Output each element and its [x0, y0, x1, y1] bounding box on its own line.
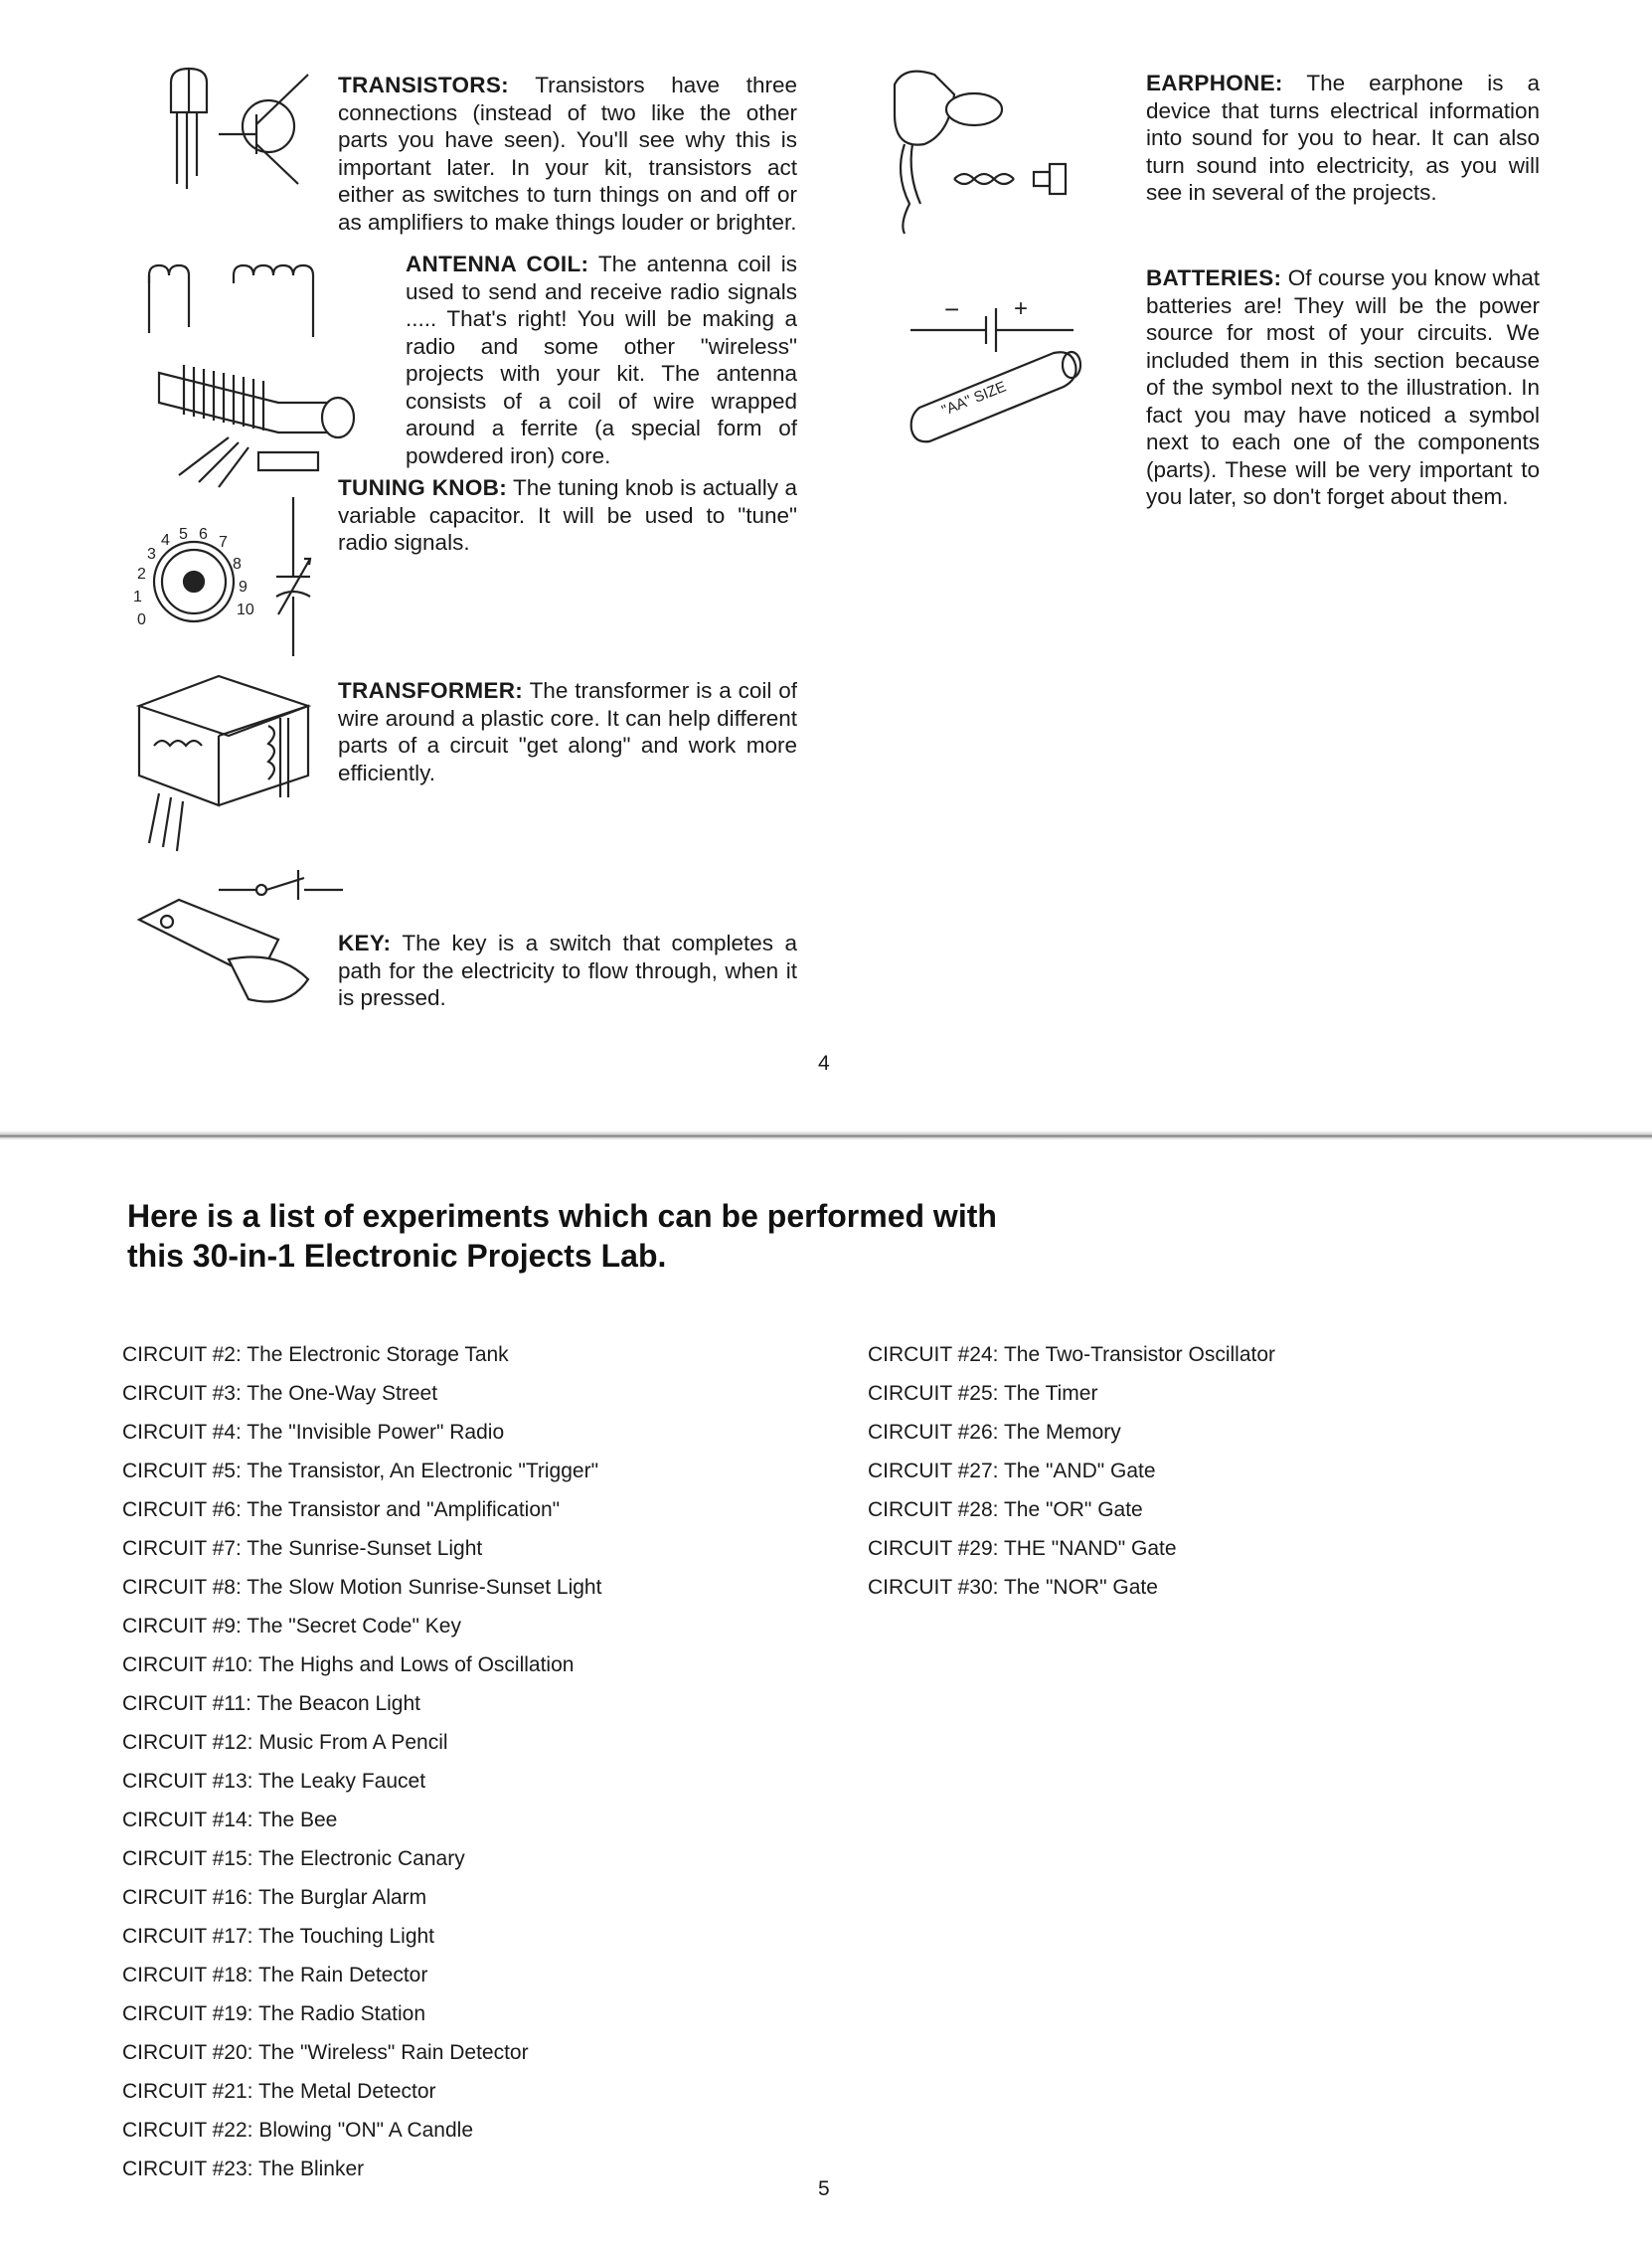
list-item: CIRCUIT #26: The Memory — [868, 1421, 1121, 1444]
antenna-coil-term: ANTENNA COIL: — [406, 252, 589, 276]
dial-number-6: 6 — [199, 526, 208, 543]
dial-number-5: 5 — [179, 526, 188, 543]
list-item: CIRCUIT #4: The "Invisible Power" Radio — [122, 1421, 505, 1444]
dial-number-4: 4 — [161, 532, 170, 549]
list-item: CIRCUIT #25: The Timer — [868, 1382, 1098, 1405]
list-item: CIRCUIT #21: The Metal Detector — [122, 2080, 436, 2103]
battery-illustration-icon — [905, 288, 1103, 437]
tuning-knob-paragraph — [338, 474, 797, 557]
earphone-description: The earphone is a device that turns electrical information into sound for you to hear. It can also turn sound into electricity, as you will see in several of the projects. — [1146, 71, 1540, 205]
key-term: KEY: — [338, 931, 392, 955]
transistor-illustration-icon — [159, 65, 328, 194]
transformer-term: TRANSFORMER: — [338, 678, 524, 703]
dial-number-7: 7 — [219, 534, 228, 551]
list-item: CIRCUIT #10: The Highs and Lows of Oscillation — [122, 1653, 575, 1676]
list-item: CIRCUIT #7: The Sunrise-Sunset Light — [122, 1537, 483, 1560]
antenna-coil-paragraph — [406, 251, 797, 469]
page-number-bottom: 5 — [818, 2177, 830, 2200]
page-divider — [0, 1130, 1652, 1140]
heading-line-1: Here is a list of experiments which can be performed with — [127, 1198, 997, 1234]
transistors-term: TRANSISTORS: — [338, 73, 509, 97]
list-item: CIRCUIT #14: The Bee — [122, 1809, 338, 1831]
list-item: CIRCUIT #6: The Transistor and "Amplification" — [122, 1498, 561, 1521]
dial-number-3: 3 — [147, 546, 156, 563]
list-item: CIRCUIT #9: The "Secret Code" Key — [122, 1615, 461, 1638]
antenna-coil-illustration-icon — [139, 254, 368, 472]
list-item: CIRCUIT #3: The One-Way Street — [122, 1382, 438, 1405]
transistors-paragraph — [338, 72, 797, 236]
dial-number-10: 10 — [237, 602, 254, 618]
list-item: CIRCUIT #5: The Transistor, An Electronic "Trigger" — [122, 1460, 599, 1482]
batteries-description: Of course you know what batteries are! They will be the power source for most of your circuits. We included them in this section because of the symbol next to the illustration. In fact you may have noticed a symbol next to each one of the components (parts). These will be very important to you later, so don't forget about them. — [1146, 265, 1540, 509]
list-item: CIRCUIT #15: The Electronic Canary — [122, 1847, 465, 1870]
tuning-knob-term: TUNING KNOB: — [338, 475, 507, 500]
battery-minus-symbol: − — [944, 294, 960, 324]
list-item: CIRCUIT #30: The "NOR" Gate — [868, 1576, 1158, 1599]
dial-number-9: 9 — [239, 579, 248, 596]
batteries-term: BATTERIES: — [1146, 265, 1282, 290]
batteries-paragraph — [1146, 264, 1540, 511]
transformer-illustration-icon — [129, 676, 328, 855]
list-item: CIRCUIT #18: The Rain Detector — [122, 1964, 428, 1986]
list-item: CIRCUIT #23: The Blinker — [122, 2158, 365, 2180]
tuning-knob-illustration-icon — [129, 497, 328, 656]
list-item: CIRCUIT #20: The "Wireless" Rain Detector — [122, 2041, 529, 2064]
earphone-paragraph — [1146, 70, 1540, 207]
dial-number-1: 1 — [133, 589, 142, 605]
list-item: CIRCUIT #12: Music From A Pencil — [122, 1731, 448, 1754]
heading-line-2: this 30-in-1 Electronic Projects Lab. — [127, 1238, 667, 1274]
dial-number-8: 8 — [233, 556, 242, 573]
list-item: CIRCUIT #22: Blowing "ON" A Candle — [122, 2119, 474, 2142]
circuit-list-left — [122, 1335, 601, 2188]
page-number-top: 4 — [818, 1052, 830, 1075]
earphone-illustration-icon — [875, 65, 1113, 234]
list-item: CIRCUIT #8: The Slow Motion Sunrise-Sunset Light — [122, 1576, 602, 1599]
list-item: CIRCUIT #28: The "OR" Gate — [868, 1498, 1143, 1521]
transformer-description: The transformer is a coil of wire around a plastic core. It can help different parts of a circuit "get along" and work more efficiently. — [338, 678, 797, 785]
list-item: CIRCUIT #19: The Radio Station — [122, 2002, 426, 2025]
list-item: CIRCUIT #24: The Two-Transistor Oscillator — [868, 1343, 1276, 1366]
battery-plus-symbol: + — [1014, 295, 1029, 322]
circuit-list-right — [868, 1335, 1275, 1607]
dial-number-0: 0 — [137, 611, 146, 628]
battery-size-label: "AA" SIZE — [939, 378, 1009, 420]
key-description: The key is a switch that completes a path for the electricity to flow through, when it is pressed. — [338, 931, 797, 1010]
list-item: CIRCUIT #17: The Touching Light — [122, 1925, 435, 1948]
earphone-term: EARPHONE: — [1146, 71, 1283, 95]
tuning-knob-description: The tuning knob is actually a variable capacitor. It will be used to "tune" radio signals. — [338, 475, 797, 555]
list-item: CIRCUIT #11: The Beacon Light — [122, 1692, 420, 1715]
antenna-coil-description: The antenna coil is used to send and receive radio signals ..... That's right! You will be making a radio and some other "wireless" projects with your kit. The antenna consists of a coil of wire wrapped around a ferrite (a special form of powdered iron) core. — [406, 252, 797, 468]
list-item: CIRCUIT #29: THE "NAND" Gate — [868, 1537, 1177, 1560]
list-item: CIRCUIT #2: The Electronic Storage Tank — [122, 1343, 509, 1366]
dial-number-2: 2 — [137, 566, 146, 583]
transformer-paragraph — [338, 677, 797, 786]
list-item: CIRCUIT #16: The Burglar Alarm — [122, 1886, 427, 1909]
list-item: CIRCUIT #13: The Leaky Faucet — [122, 1770, 426, 1793]
transistors-description: Transistors have three connections (instead of two like the other parts you have seen). You'll see why this is important later. In your kit, transistors act either as switches to turn things on and off or as amplifiers to make things louder or brighter. — [338, 73, 797, 235]
list-item: CIRCUIT #27: The "AND" Gate — [868, 1460, 1156, 1482]
experiments-heading — [127, 1196, 1519, 1276]
key-paragraph — [338, 930, 797, 1012]
key-illustration-icon — [129, 860, 358, 1019]
